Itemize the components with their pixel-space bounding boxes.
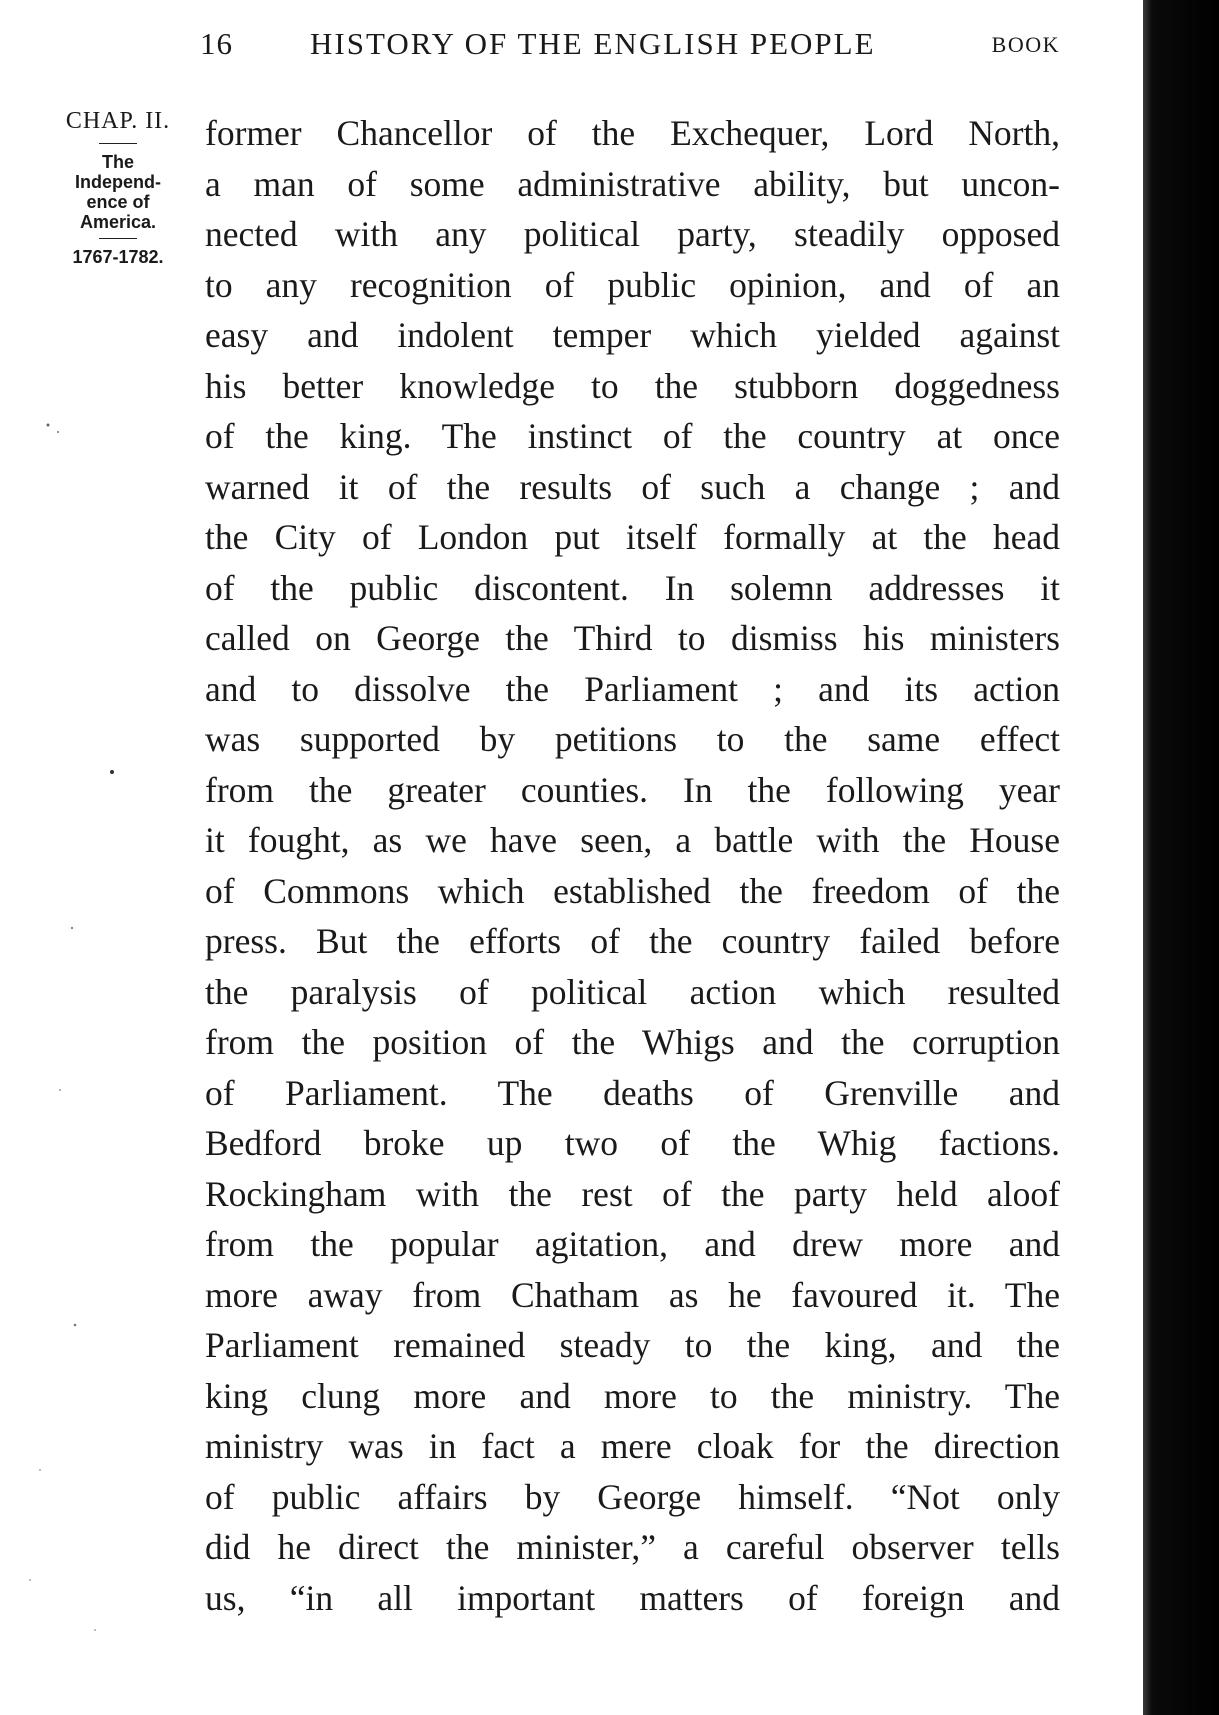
- text-line: of the public discontent. In solemn addresses it: [205, 567, 1060, 608]
- margin-sidenote: [58, 108, 178, 268]
- text-line: called on George the Third to dismiss his ministers: [205, 618, 1060, 658]
- page-binding-edge: [1143, 0, 1219, 1715]
- text-line: it fought, as we have seen, a battle with the House: [205, 820, 1060, 860]
- running-header: [200, 22, 1060, 62]
- text-line: his better knowledge to the stubborn doggedness: [205, 365, 1060, 406]
- text-line: us, “in all important matters of foreign and: [205, 1577, 1060, 1618]
- text-line: the City of London put itself formally at the head: [205, 517, 1060, 557]
- chapter-label: CHAP. II.: [65, 108, 171, 134]
- text-line: and to dissolve the Parliament ; and its action: [205, 668, 1060, 709]
- text-line: of public affairs by George himself. “Not only: [205, 1476, 1060, 1517]
- text-line: did he direct the minister,” a careful observer tells: [205, 1527, 1060, 1567]
- sidenote-title-line: ence of: [86, 192, 150, 212]
- text-line: of the king. The instinct of the country at once: [205, 416, 1060, 456]
- text-line: from the position of the Whigs and the corruption: [205, 1022, 1060, 1062]
- text-line: to any recognition of public opinion, and of an: [205, 264, 1060, 305]
- text-line: king clung more and more to the ministry. The: [205, 1375, 1060, 1416]
- text-line: Parliament remained steady to the king, and the: [205, 1325, 1060, 1365]
- text-line: ministry was in fact a mere cloak for the direction: [205, 1426, 1060, 1466]
- sidenote-date-range: 1767-1782.: [72, 247, 164, 267]
- sidenote-title-line: America.: [79, 212, 157, 232]
- book-title: HISTORY OF THE ENGLISH PEOPLE: [310, 26, 876, 61]
- text-line: former Chancellor of the Exchequer, Lord North,: [205, 113, 1060, 153]
- text-line: Rockingham with the rest of the party held aloof: [205, 1173, 1060, 1214]
- text-line: from the popular agitation, and drew more and: [205, 1224, 1060, 1264]
- sidenote-rule: [99, 238, 137, 239]
- text-line: easy and indolent temper which yielded against: [205, 315, 1060, 355]
- book-label: BOOK: [991, 32, 1060, 57]
- sidenote-rule: [99, 143, 137, 144]
- sidenote-title: [58, 152, 178, 232]
- body-text: [205, 108, 1060, 1623]
- text-line: warned it of the results of such a change ; and: [205, 466, 1060, 507]
- text-line: was supported by petitions to the same effect: [205, 719, 1060, 759]
- text-line: nected with any political party, steadily opposed: [205, 214, 1060, 254]
- text-line: a man of some administrative ability, but uncon-: [205, 163, 1060, 204]
- text-line: Bedford broke up two of the Whig factions.: [205, 1123, 1060, 1163]
- page-number: 16: [200, 26, 233, 61]
- text-line: the paralysis of political action which resulted: [205, 971, 1060, 1012]
- sidenote-title-line: The: [101, 152, 134, 172]
- text-line: press. But the efforts of the country failed before: [205, 921, 1060, 961]
- text-line: from the greater counties. In the following year: [205, 769, 1060, 810]
- text-line: of Commons which established the freedom of the: [205, 870, 1060, 911]
- text-line: more away from Chatham as he favoured it. The: [205, 1274, 1060, 1315]
- text-line: of Parliament. The deaths of Grenville and: [205, 1072, 1060, 1113]
- sidenote-title-line: Independ-: [75, 172, 161, 192]
